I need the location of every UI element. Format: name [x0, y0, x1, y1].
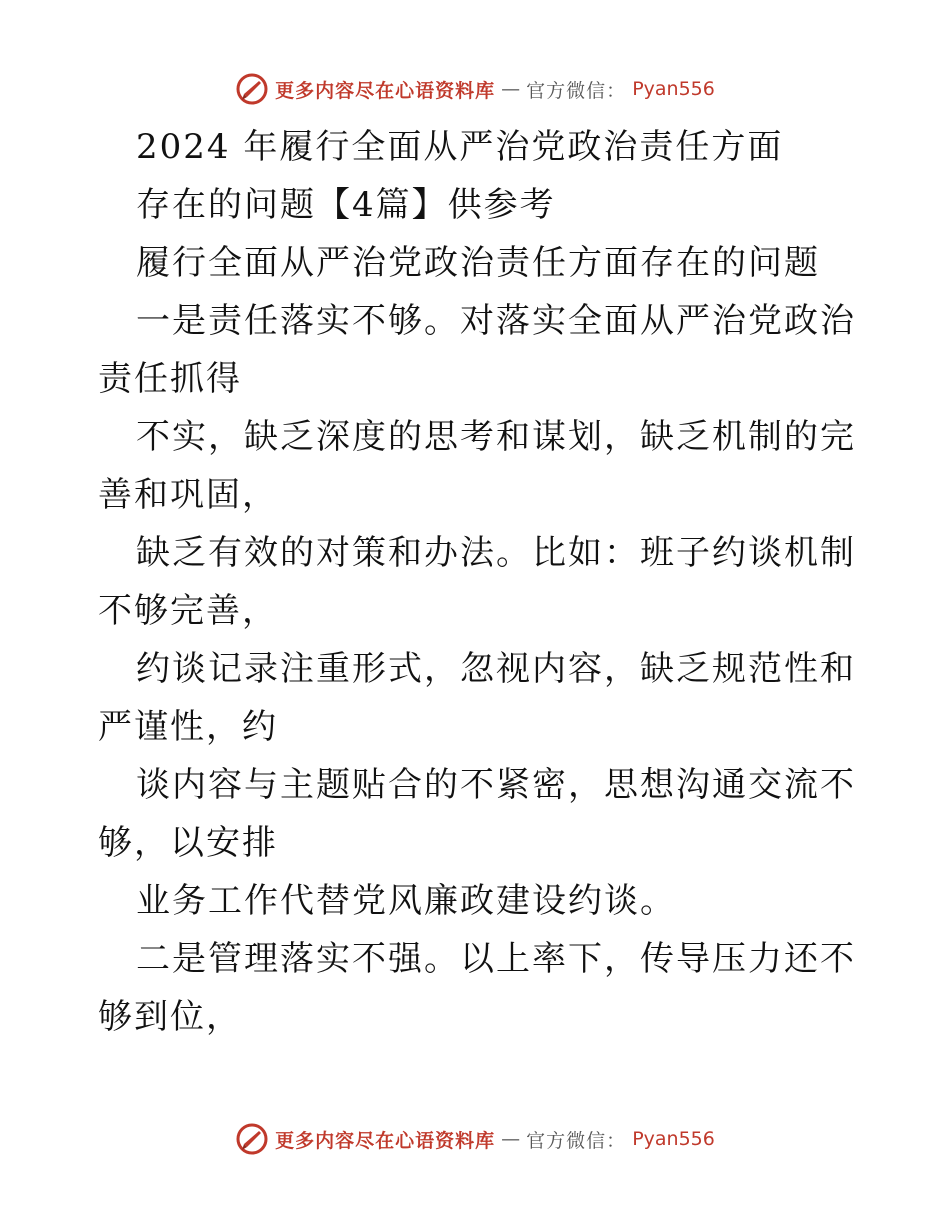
- footer-banner: [0, 1122, 950, 1156]
- document-body: [98, 118, 858, 1046]
- header-banner: [0, 72, 950, 106]
- banner-wechat-id: Pyan556: [632, 1128, 715, 1150]
- banner-dash: —: [501, 78, 521, 100]
- doc-title-line-2: 存在的问题【4篇】供参考: [136, 185, 556, 225]
- banner-wechat-id: Pyan556: [632, 78, 715, 100]
- body-paragraph: 缺乏有效的对策和办法。比如：班子约谈机制不够完善，: [98, 533, 856, 631]
- body-paragraph: 业务工作代替党风廉政建设约谈。: [136, 881, 676, 921]
- body-paragraph: 谈内容与主题贴合的不紧密，思想沟通交流不够，以安排: [98, 765, 856, 863]
- banner-dash: —: [501, 1128, 521, 1150]
- banner-title: 更多内容尽在心语资料库: [275, 1129, 496, 1152]
- banner-title: 更多内容尽在心语资料库: [275, 79, 496, 102]
- body-paragraph: 不实，缺乏深度的思考和谋划，缺乏机制的完善和巩固，: [98, 417, 856, 515]
- doc-title-line-1: 2024 年履行全面从严治党政治责任方面: [136, 127, 784, 167]
- banner-wechat-label: 官方微信：: [526, 79, 627, 102]
- brand-logo-icon: [235, 72, 269, 106]
- body-paragraph: 约谈记录注重形式，忽视内容，缺乏规范性和严谨性，约: [98, 649, 856, 747]
- section-heading: 履行全面从严治党政治责任方面存在的问题: [136, 243, 820, 283]
- body-paragraph: 一是责任落实不够。对落实全面从严治党政治责任抓得: [98, 301, 856, 399]
- brand-logo-icon: [235, 1122, 269, 1156]
- body-paragraph: 二是管理落实不强。以上率下，传导压力还不够到位，: [98, 939, 856, 1037]
- banner-wechat-label: 官方微信：: [526, 1129, 627, 1152]
